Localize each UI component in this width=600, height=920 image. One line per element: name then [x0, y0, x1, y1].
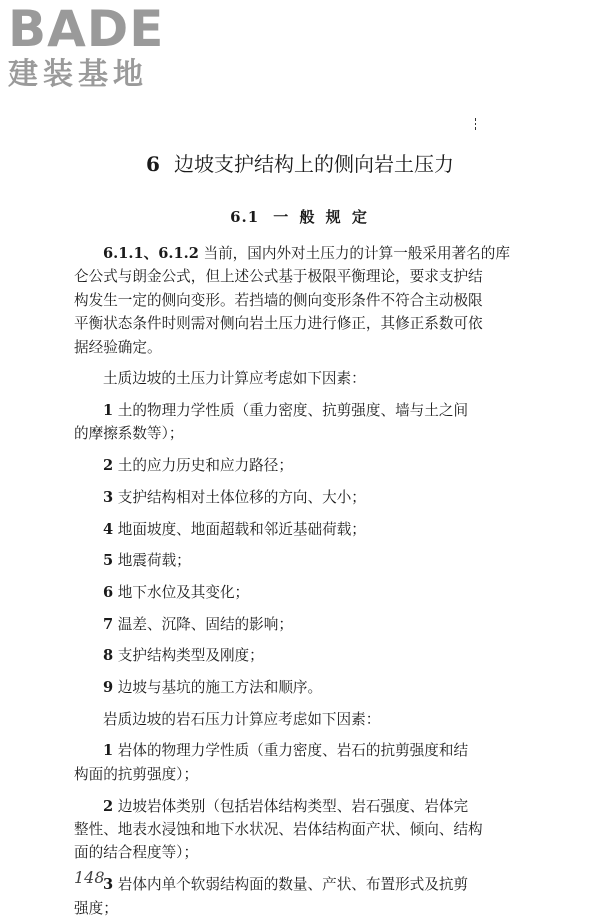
item-text: 岩体内单个软弱结构面的数量、产状、布置形式及抗剪 强度；	[74, 876, 469, 917]
section-title: 一 般 规 定	[273, 208, 370, 226]
item-number: 4	[103, 520, 114, 538]
section-number: 6.1	[230, 208, 260, 226]
item-text: 岩体的物理力学性质（重力密度、岩石的抗剪强度和结 构面的抗剪强度）；	[74, 742, 469, 783]
item-text: 温差、沉降、固结的影响；	[113, 615, 293, 633]
item-number: 8	[103, 647, 114, 665]
item-number: 9	[103, 679, 114, 697]
list-item	[74, 399, 526, 446]
item-number: 3	[103, 876, 114, 894]
paragraph	[74, 367, 526, 390]
chapter-title: 边坡支护结构上的侧向岩土压力	[173, 152, 454, 176]
item-text: 支护结构相对土体位移的方向、大小；	[113, 488, 366, 506]
page-number: 148	[74, 868, 105, 887]
paragraph-text: 土质边坡的土压力计算应考虑如下因素：	[103, 370, 366, 388]
section-heading	[0, 206, 600, 227]
item-number: 7	[103, 615, 114, 633]
item-number: 6	[103, 583, 114, 601]
list-item	[74, 676, 526, 699]
item-text: 地震荷载；	[113, 552, 191, 570]
item-text: 土的物理力学性质（重力密度、抗剪强度、墙与土之间 的摩擦系数等）；	[74, 402, 469, 443]
list-item	[74, 795, 526, 865]
item-number: 2	[103, 797, 114, 815]
paragraph-text: 当前，国内外对土压力的计算一般采用著名的库 仑公式与朗金公式，但上述公式基于极限平衡理论，要求支护结 构发生一定的侧向变形。若挡墙的侧向变形条件不符合主动极限 平衡状态条件时则需对侧向岩土压力进行修正，其修正系数可依 据经验确定。	[74, 245, 510, 356]
logo-wordmark: BADE	[8, 0, 165, 58]
list-item	[74, 549, 526, 572]
item-number: 3	[103, 488, 114, 506]
item-number: 1	[103, 402, 114, 420]
item-number: 5	[103, 552, 114, 570]
item-text: 边坡与基坑的施工方法和顺序。	[113, 679, 323, 697]
list-item	[74, 581, 526, 604]
body-text	[74, 242, 526, 920]
scan-mark	[474, 118, 477, 132]
item-number: 2	[103, 457, 114, 475]
item-text: 地下水位及其变化；	[113, 583, 250, 601]
list-item	[74, 518, 526, 541]
list-item	[74, 873, 526, 920]
item-number: 1	[103, 742, 114, 760]
item-text: 地面坡度、地面超载和邻近基础荷载；	[113, 520, 366, 538]
clause-number: 6.1.1、6.1.2	[103, 245, 199, 262]
list-item	[74, 486, 526, 509]
site-logo	[8, 0, 178, 92]
logo-subtitle: 建装基地	[8, 57, 148, 92]
list-item	[74, 644, 526, 667]
item-text: 土的应力历史和应力路径；	[113, 457, 293, 475]
item-text: 边坡岩体类别（包括岩体结构类型、岩石强度、岩体完 整性、地表水浸蚀和地下水状况、岩体结构面产状、倾向、结构 面的结合程度等）；	[74, 797, 483, 862]
list-item	[74, 454, 526, 477]
paragraph-text: 岩质边坡的岩石压力计算应考虑如下因素：	[103, 710, 381, 728]
item-text: 支护结构类型及刚度；	[113, 647, 264, 665]
list-item	[74, 613, 526, 636]
paragraph	[74, 708, 526, 731]
paragraph	[74, 242, 526, 359]
list-item	[74, 739, 526, 786]
chapter-number: 6	[146, 152, 160, 176]
chapter-heading	[0, 150, 600, 178]
